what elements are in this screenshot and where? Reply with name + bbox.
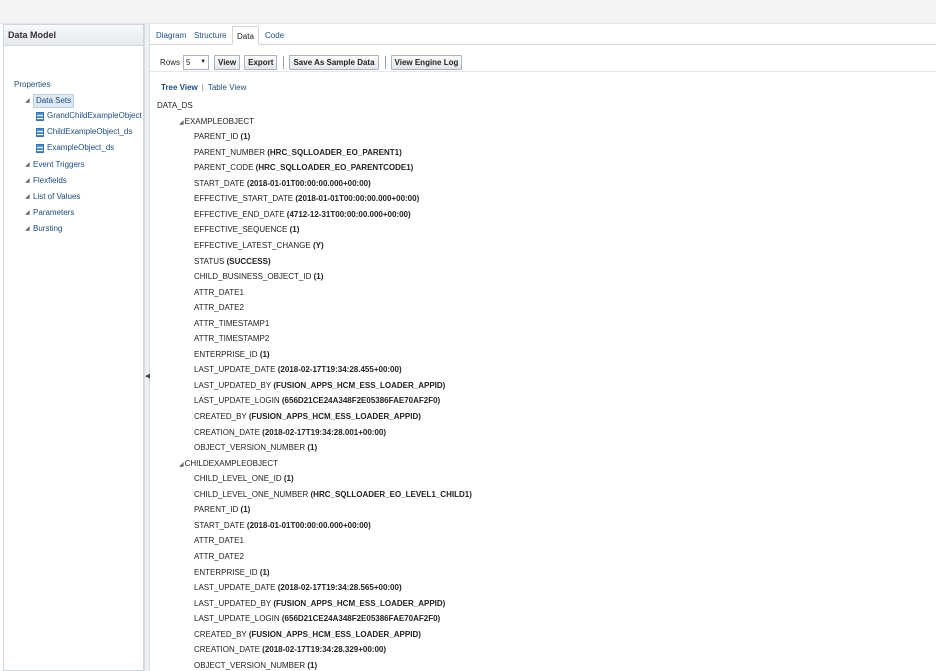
field-name: LAST_UPDATE_DATE [194, 583, 276, 593]
export-button[interactable]: Export [244, 55, 277, 70]
dataset-icon [36, 128, 44, 137]
field-value: (2018-01-01T00:00:00.000+00:00) [295, 194, 420, 204]
tab-code[interactable]: Code [265, 31, 285, 40]
field-value: (Y) [313, 240, 324, 250]
view-engine-log-button[interactable]: View Engine Log [391, 55, 463, 70]
xml-field-node [194, 380, 445, 392]
tree-item-label: ExampleObject_ds [47, 143, 115, 152]
field-name: ATTR_DATE2 [194, 551, 244, 561]
field-name: ENTERPRISE_ID [194, 567, 258, 577]
expand-triangle-icon[interactable]: ◢ [25, 226, 30, 232]
xml-field-node [194, 131, 250, 143]
field-name: CHILDEXAMPLEOBJECT [184, 458, 278, 468]
tree-item[interactable] [25, 223, 62, 235]
xml-field-node [194, 613, 440, 625]
xml-field-node [194, 644, 386, 656]
xml-field-node [194, 162, 413, 174]
field-value: (HRC_SQLLOADER_EO_PARENTCODE1) [255, 163, 414, 173]
field-name: CREATION_DATE [194, 427, 260, 437]
save-as-sample-data-button[interactable]: Save As Sample Data [289, 55, 378, 70]
data-toolbar [160, 53, 466, 71]
xml-field-node [194, 287, 244, 299]
field-name: LAST_UPDATE_DATE [194, 365, 276, 375]
dataset-icon [36, 112, 44, 121]
field-value: (1) [289, 225, 300, 235]
field-value: (1) [259, 349, 270, 359]
tree-item[interactable] [25, 207, 74, 219]
field-name: CHILD_LEVEL_ONE_ID [194, 474, 282, 484]
tree-item-label: ChildExampleObject_ds [47, 127, 133, 136]
xml-field-node [194, 411, 421, 423]
expand-triangle-icon[interactable]: ◢ [25, 178, 30, 184]
panel-title: Data Model [4, 25, 143, 46]
tree-item[interactable] [36, 142, 114, 154]
tree-item[interactable] [25, 175, 67, 187]
rows-select[interactable] [183, 55, 209, 70]
xml-field-node [194, 349, 270, 361]
xml-field-node [194, 504, 250, 516]
field-name: LAST_UPDATE_LOGIN [194, 396, 280, 406]
field-name: LAST_UPDATE_LOGIN [194, 614, 280, 624]
xml-field-node [194, 395, 440, 407]
field-value: (SUCCESS) [226, 256, 271, 266]
expand-triangle-icon[interactable]: ◢ [179, 461, 184, 468]
xml-field-node [194, 629, 421, 641]
xml-field-node [194, 427, 386, 439]
xml-field-node [194, 271, 323, 283]
field-value: (1) [240, 132, 251, 142]
tree-item[interactable] [25, 159, 85, 171]
expand-triangle-icon[interactable]: ◢ [25, 194, 30, 200]
field-value: (1) [240, 505, 251, 515]
tree-item-label: GrandChildExampleObject [47, 111, 142, 120]
field-name: CREATED_BY [194, 629, 247, 639]
xml-group-node[interactable] [179, 458, 278, 470]
field-name: CHILD_LEVEL_ONE_NUMBER [194, 489, 309, 499]
field-value: (1) [307, 660, 318, 670]
field-name: ATTR_DATE2 [194, 303, 244, 313]
tree-item-label: Parameters [33, 208, 75, 217]
xml-field-node [194, 582, 402, 594]
tree-item[interactable] [25, 95, 74, 107]
tab-diagram[interactable]: Diagram [156, 31, 187, 40]
xml-field-node [194, 489, 472, 501]
field-value: (FUSION_APPS_HCM_ESS_LOADER_APPID) [248, 629, 421, 639]
data-model-panel [3, 24, 144, 671]
field-name: EFFECTIVE_SEQUENCE [194, 225, 288, 235]
field-value: (2018-02-17T19:34:28.565+00:00) [277, 583, 402, 593]
expand-triangle-icon[interactable]: ◢ [25, 162, 30, 168]
view-separator: | [201, 83, 204, 92]
chevron-down-icon: ▼ [200, 59, 207, 65]
field-name: DATA_DS [157, 101, 193, 110]
field-name: START_DATE [194, 178, 245, 188]
xml-field-node [194, 147, 402, 159]
top-bar [0, 0, 936, 24]
xml-field-node [194, 442, 317, 454]
xml-field-node [194, 473, 294, 485]
xml-group-node[interactable] [179, 116, 254, 128]
xml-field-node [194, 598, 445, 610]
field-name: ENTERPRISE_ID [194, 349, 258, 359]
field-value: (2018-01-01T00:00:00.000+00:00) [246, 178, 371, 188]
field-value: (1) [259, 567, 270, 577]
tree-item-label: Properties [14, 80, 51, 89]
field-value: (FUSION_APPS_HCM_ESS_LOADER_APPID) [273, 380, 446, 390]
rows-value: 5 [186, 57, 191, 67]
editor-panel [150, 24, 936, 671]
xml-field-node [194, 178, 371, 190]
xml-field-node [194, 567, 270, 579]
field-name: CREATION_DATE [194, 645, 260, 655]
xml-field-node [194, 318, 269, 330]
field-name: ATTR_DATE1 [194, 287, 244, 297]
tree-item[interactable] [36, 110, 142, 122]
field-name: PARENT_NUMBER [194, 147, 265, 157]
field-value: (1) [307, 443, 318, 453]
field-value: (1) [283, 474, 294, 484]
field-value: (2018-02-17T19:34:28.329+00:00) [262, 645, 387, 655]
field-name: CREATED_BY [194, 412, 247, 421]
field-name: LAST_UPDATED_BY [194, 598, 272, 608]
xml-field-node [194, 551, 244, 563]
view-button[interactable]: View [214, 55, 240, 70]
tree-item[interactable] [25, 191, 80, 203]
field-name: PARENT_ID [194, 505, 239, 515]
view-switch [161, 83, 246, 92]
collapse-arrow-icon[interactable]: ◀ [145, 373, 151, 380]
tree-item-label: List of Values [33, 192, 81, 201]
dataset-icon [36, 144, 44, 153]
xml-field-node [157, 100, 193, 112]
tree-item-label: Bursting [33, 224, 63, 233]
xml-field-node [194, 193, 419, 205]
xml-field-node [194, 256, 271, 268]
xml-field-node [194, 660, 317, 671]
xml-field-node [194, 364, 402, 376]
field-value: (2018-02-17T19:34:28.001+00:00) [262, 427, 387, 437]
xml-field-node [194, 224, 299, 236]
expand-triangle-icon[interactable]: ◢ [25, 210, 30, 216]
expand-triangle-icon[interactable]: ◢ [179, 119, 184, 126]
field-name: LAST_UPDATED_BY [194, 380, 272, 390]
xml-field-node [194, 535, 244, 547]
tree-item-label: Flexfields [33, 176, 67, 185]
field-value: (4712-12-31T00:00:00.000+00:00) [286, 209, 411, 219]
field-name: ATTR_DATE1 [194, 536, 244, 546]
field-value: (2018-02-17T19:34:28.455+00:00) [277, 365, 402, 375]
tree-item-label: Data Sets [33, 94, 74, 108]
field-name: EXAMPLEOBJECT [184, 116, 254, 126]
xml-field-node [194, 209, 411, 221]
field-value: (FUSION_APPS_HCM_ESS_LOADER_APPID) [273, 598, 446, 608]
field-name: CHILD_BUSINESS_OBJECT_ID [194, 272, 312, 282]
tab-data[interactable]: Data [232, 26, 259, 45]
field-value: (HRC_SQLLOADER_EO_LEVEL1_CHILD1) [310, 489, 472, 499]
tree-item[interactable] [14, 79, 50, 91]
field-name: PARENT_ID [194, 132, 239, 142]
xml-field-node [194, 240, 324, 252]
toolbar-divider [283, 56, 284, 69]
field-value: (2018-01-01T00:00:00.000+00:00) [246, 520, 371, 530]
tree-view-link[interactable]: Tree View [161, 83, 198, 92]
tab-bar [150, 24, 936, 45]
table-view-link[interactable]: Table View [207, 83, 247, 92]
field-value: (656D21CE24A348F2E05386FAE70AF2F0) [281, 396, 441, 406]
field-name: ATTR_TIMESTAMP1 [194, 318, 270, 328]
field-name: OBJECT_VERSION_NUMBER [194, 660, 306, 670]
rows-label: Rows [160, 57, 181, 67]
expand-triangle-icon[interactable]: ◢ [25, 98, 30, 104]
field-name: OBJECT_VERSION_NUMBER [194, 443, 306, 453]
field-name: EFFECTIVE_START_DATE [194, 194, 294, 204]
field-name: EFFECTIVE_LATEST_CHANGE [194, 240, 311, 250]
field-value: (656D21CE24A348F2E05386FAE70AF2F0) [281, 614, 441, 624]
field-name: PARENT_CODE [194, 163, 254, 173]
field-name: EFFECTIVE_END_DATE [194, 209, 285, 219]
xml-field-node [194, 302, 244, 314]
toolbar-divider-line [150, 71, 936, 72]
field-value: (1) [313, 272, 324, 282]
xml-field-node [194, 520, 371, 532]
field-value: (FUSION_APPS_HCM_ESS_LOADER_APPID) [248, 412, 421, 421]
field-value: (HRC_SQLLOADER_EO_PARENT1) [267, 147, 402, 157]
xml-field-node [194, 333, 269, 345]
tree-item[interactable] [36, 126, 132, 138]
tree-item-label: Event Triggers [33, 160, 85, 169]
field-name: START_DATE [194, 520, 245, 530]
toolbar-divider [385, 56, 386, 69]
field-name: ATTR_TIMESTAMP2 [194, 334, 270, 344]
tab-structure[interactable]: Structure [194, 31, 227, 40]
field-name: STATUS [194, 256, 225, 266]
